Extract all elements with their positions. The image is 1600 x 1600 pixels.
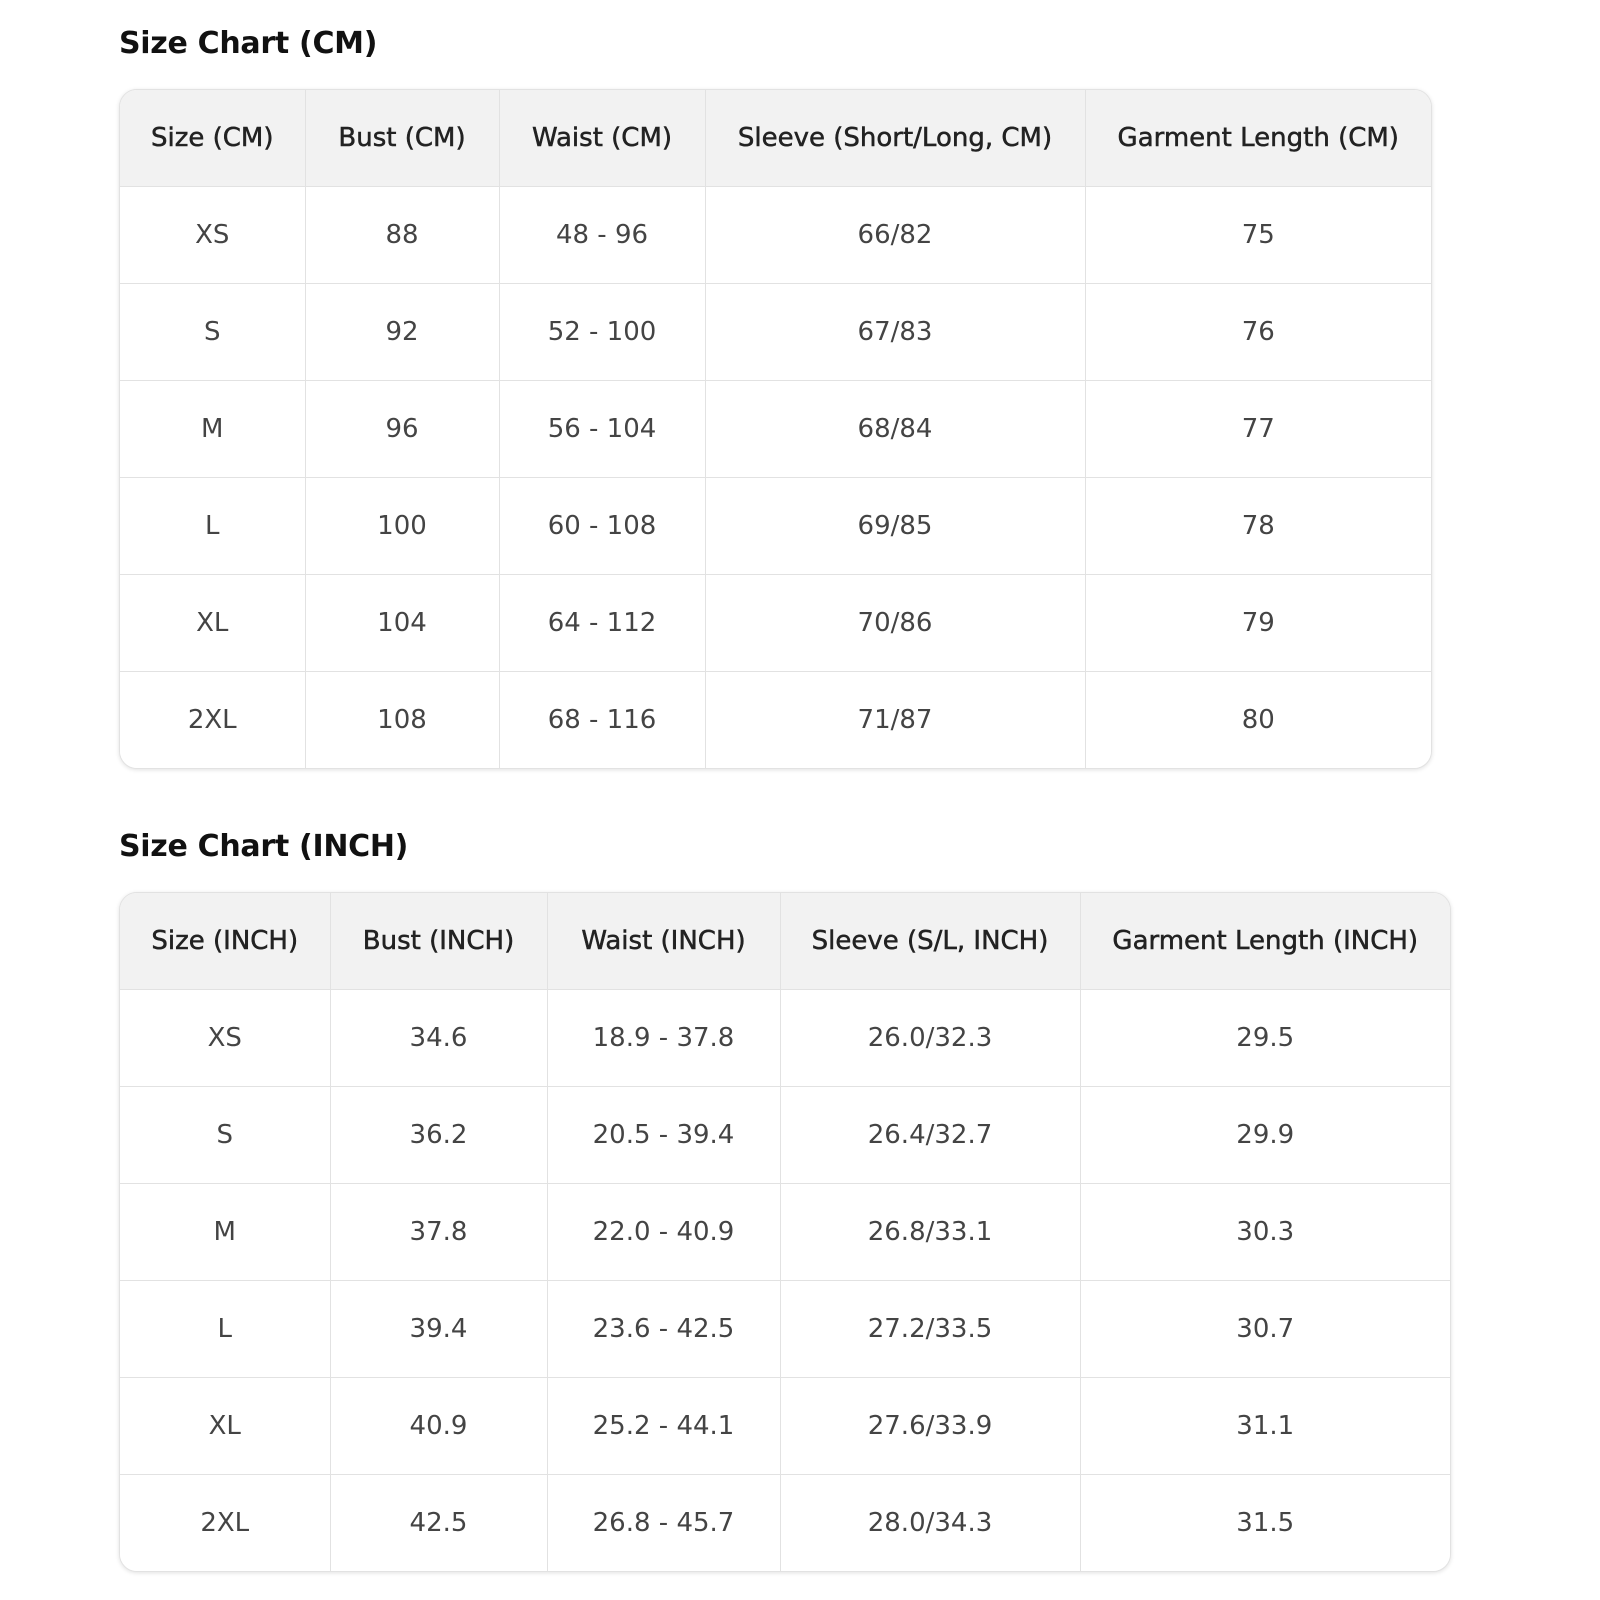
garment-length-cell: 30.7 [1080, 1281, 1450, 1378]
bust-cell: 42.5 [330, 1475, 547, 1572]
table-row [120, 284, 1431, 381]
waist-cell: 48 - 96 [499, 187, 705, 284]
garment-length-cell: 75 [1085, 187, 1431, 284]
waist-cell: 18.9 - 37.8 [547, 990, 780, 1087]
table-header-row [120, 90, 1431, 187]
garment-length-cell: 31.1 [1080, 1378, 1450, 1475]
size-cell: M [120, 381, 305, 478]
garment-length-cell: 30.3 [1080, 1184, 1450, 1281]
waist-cell: 68 - 116 [499, 672, 705, 769]
size-cell: L [120, 1281, 330, 1378]
size-chart-inch-table [120, 893, 1450, 1571]
waist-cell: 52 - 100 [499, 284, 705, 381]
bust-cell: 36.2 [330, 1087, 547, 1184]
bust-cell: 104 [305, 575, 499, 672]
column-header-waist: Waist (INCH) [547, 893, 780, 990]
size-chart-cm-title: Size Chart (CM) [119, 26, 378, 61]
garment-length-cell: 29.9 [1080, 1087, 1450, 1184]
sleeve-cell: 27.2/33.5 [780, 1281, 1080, 1378]
column-header-bust: Bust (INCH) [330, 893, 547, 990]
bust-cell: 40.9 [330, 1378, 547, 1475]
table-row [120, 1281, 1450, 1378]
size-cell: XL [120, 575, 305, 672]
bust-cell: 34.6 [330, 990, 547, 1087]
sleeve-cell: 71/87 [705, 672, 1085, 769]
table-row [120, 990, 1450, 1087]
size-cell: XS [120, 187, 305, 284]
waist-cell: 26.8 - 45.7 [547, 1475, 780, 1572]
sleeve-cell: 70/86 [705, 575, 1085, 672]
size-cell: XS [120, 990, 330, 1087]
table-row [120, 575, 1431, 672]
garment-length-cell: 78 [1085, 478, 1431, 575]
garment-length-cell: 31.5 [1080, 1475, 1450, 1572]
column-header-sleeve: Sleeve (Short/Long, CM) [705, 90, 1085, 187]
table-row [120, 1184, 1450, 1281]
sleeve-cell: 68/84 [705, 381, 1085, 478]
garment-length-cell: 29.5 [1080, 990, 1450, 1087]
sleeve-cell: 26.0/32.3 [780, 990, 1080, 1087]
table-row [120, 1475, 1450, 1572]
table-header-row [120, 893, 1450, 990]
waist-cell: 56 - 104 [499, 381, 705, 478]
size-cell: L [120, 478, 305, 575]
garment-length-cell: 79 [1085, 575, 1431, 672]
size-chart-cm-table-container [119, 89, 1432, 769]
sleeve-cell: 66/82 [705, 187, 1085, 284]
table-row [120, 672, 1431, 769]
waist-cell: 60 - 108 [499, 478, 705, 575]
column-header-garment-length: Garment Length (INCH) [1080, 893, 1450, 990]
size-cell: M [120, 1184, 330, 1281]
size-chart-cm-table [120, 90, 1431, 768]
column-header-waist: Waist (CM) [499, 90, 705, 187]
bust-cell: 88 [305, 187, 499, 284]
column-header-garment-length: Garment Length (CM) [1085, 90, 1431, 187]
bust-cell: 100 [305, 478, 499, 575]
table-row [120, 187, 1431, 284]
size-chart-inch-section [119, 825, 1451, 1572]
garment-length-cell: 80 [1085, 672, 1431, 769]
table-row [120, 1087, 1450, 1184]
size-cell: 2XL [120, 1475, 330, 1572]
sleeve-cell: 69/85 [705, 478, 1085, 575]
size-chart-inch-table-container [119, 892, 1451, 1572]
table-row [120, 1378, 1450, 1475]
garment-length-cell: 77 [1085, 381, 1431, 478]
sleeve-cell: 67/83 [705, 284, 1085, 381]
size-cell: S [120, 1087, 330, 1184]
column-header-size: Size (CM) [120, 90, 305, 187]
waist-cell: 20.5 - 39.4 [547, 1087, 780, 1184]
bust-cell: 96 [305, 381, 499, 478]
column-header-size: Size (INCH) [120, 893, 330, 990]
column-header-sleeve: Sleeve (S/L, INCH) [780, 893, 1080, 990]
size-chart-inch-title: Size Chart (INCH) [119, 829, 409, 864]
size-cell: S [120, 284, 305, 381]
garment-length-cell: 76 [1085, 284, 1431, 381]
bust-cell: 37.8 [330, 1184, 547, 1281]
sleeve-cell: 26.8/33.1 [780, 1184, 1080, 1281]
bust-cell: 39.4 [330, 1281, 547, 1378]
waist-cell: 25.2 - 44.1 [547, 1378, 780, 1475]
column-header-bust: Bust (CM) [305, 90, 499, 187]
bust-cell: 92 [305, 284, 499, 381]
waist-cell: 23.6 - 42.5 [547, 1281, 780, 1378]
size-cell: 2XL [120, 672, 305, 769]
size-cell: XL [120, 1378, 330, 1475]
sleeve-cell: 27.6/33.9 [780, 1378, 1080, 1475]
waist-cell: 22.0 - 40.9 [547, 1184, 780, 1281]
waist-cell: 64 - 112 [499, 575, 705, 672]
bust-cell: 108 [305, 672, 499, 769]
table-row [120, 478, 1431, 575]
sleeve-cell: 26.4/32.7 [780, 1087, 1080, 1184]
sleeve-cell: 28.0/34.3 [780, 1475, 1080, 1572]
size-chart-cm-section [119, 22, 1432, 769]
table-row [120, 381, 1431, 478]
